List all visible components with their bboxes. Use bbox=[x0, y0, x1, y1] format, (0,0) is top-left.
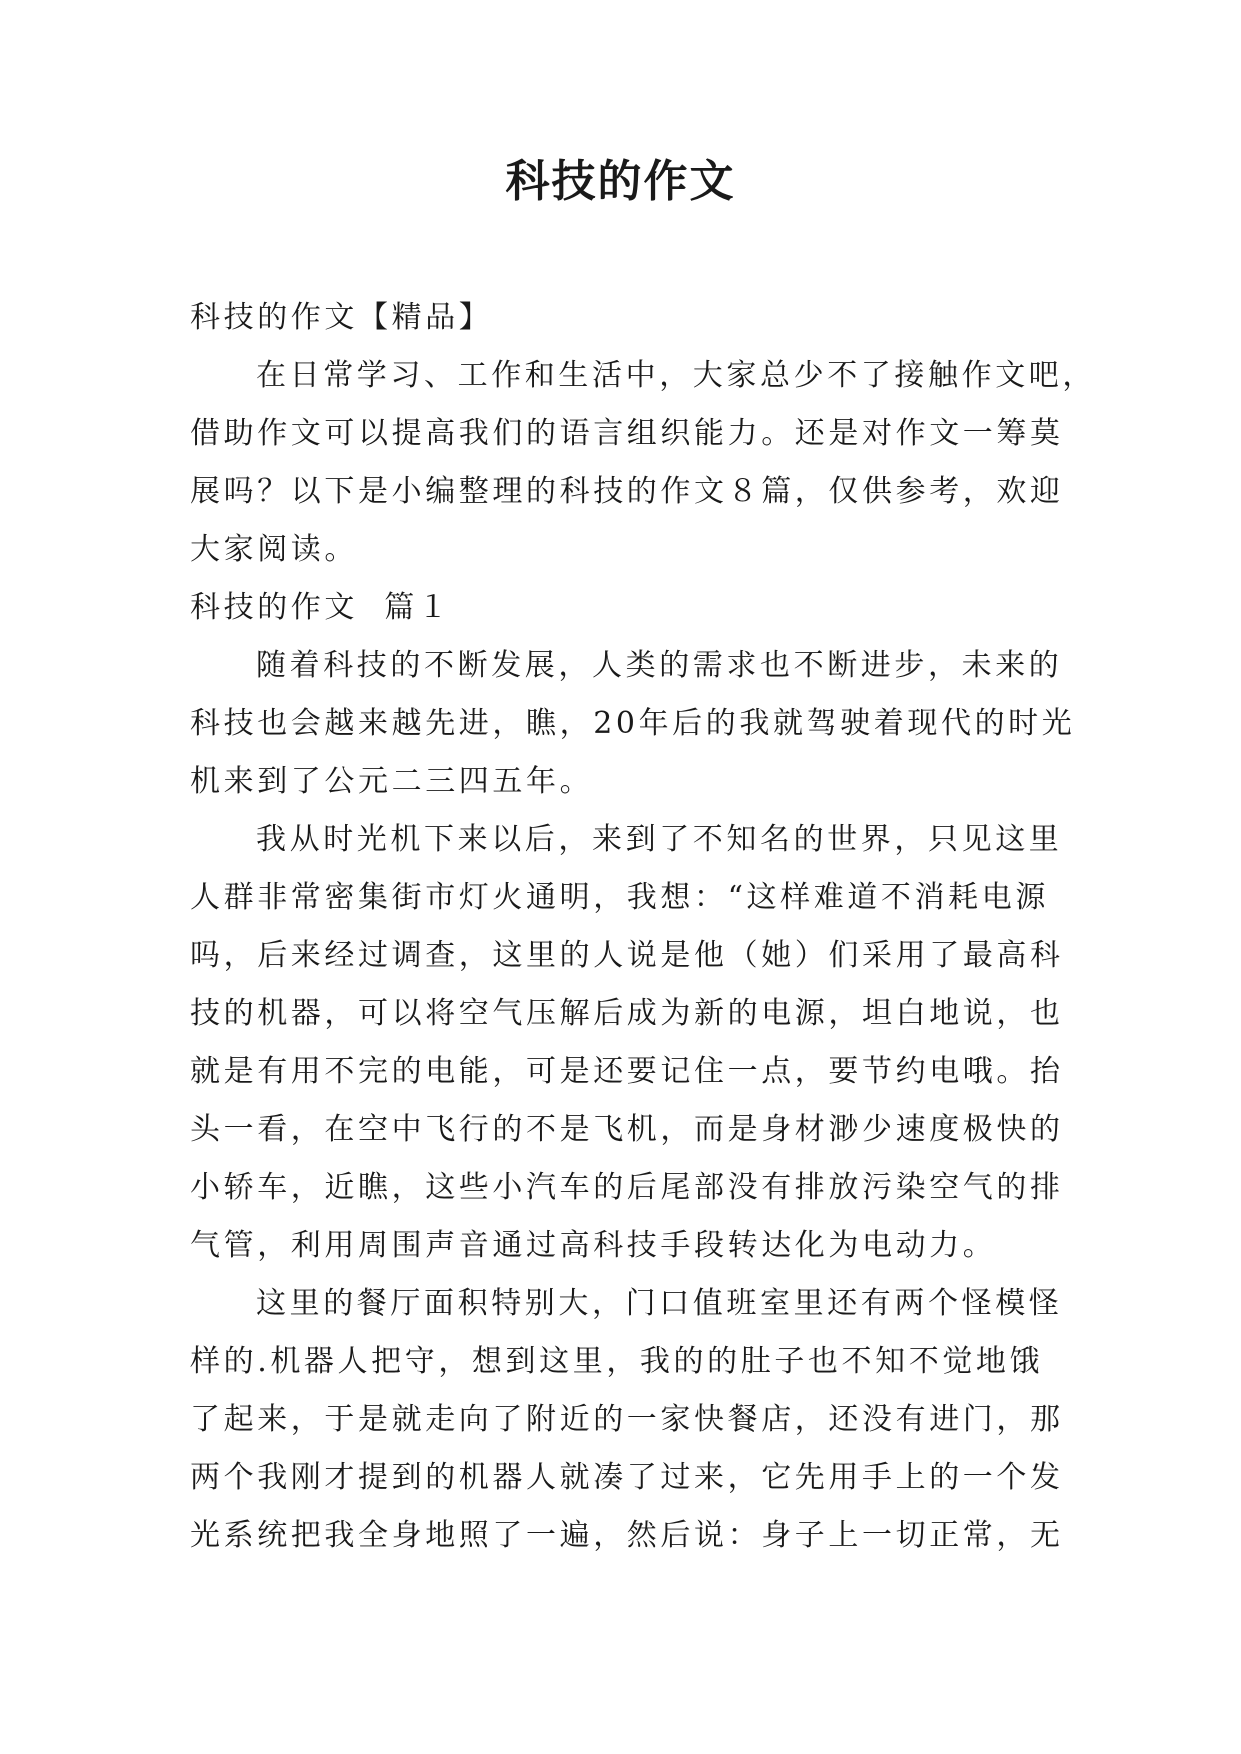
text-line: 样的.机器人把守，想到这里，我的的肚子也不知不觉地饿 bbox=[190, 1344, 1044, 1379]
document-body bbox=[190, 289, 1096, 1565]
text-line: 技的机器，可以将空气压解后成为新的电源，坦白地说，也 bbox=[190, 996, 1064, 1031]
text-line: 机来到了公元二三四五年。 bbox=[190, 764, 594, 799]
document-title: 科技的作文 bbox=[505, 156, 736, 207]
text-line: 这里的餐厅面积特别大，门口值班室里还有两个怪模怪 bbox=[256, 1286, 1063, 1321]
body-paragraph-1 bbox=[190, 637, 1076, 811]
text-line: 随着科技的不断发展，人类的需求也不断进步，未来的 bbox=[256, 648, 1063, 683]
text-line: 吗，后来经过调查，这里的人说是他（她）们采用了最高科 bbox=[190, 938, 1064, 973]
text-line: 我从时光机下来以后，来到了不知名的世界，只见这里 bbox=[256, 822, 1063, 857]
text-line: 小轿车，近瞧，这些小汽车的后尾部没有排放污染空气的排 bbox=[190, 1170, 1064, 1205]
text-line: 大家阅读。 bbox=[190, 532, 358, 567]
text-line: 人群非常密集街市灯火通明，我想：“这样难道不消耗电源 bbox=[190, 880, 1049, 915]
text-line: 在日常学习、工作和生活中，大家总少不了接触作文吧， bbox=[256, 358, 1096, 393]
text-line: 借助作文可以提高我们的语言组织能力。还是对作文一筹莫 bbox=[190, 416, 1064, 451]
body-paragraph-3 bbox=[190, 1275, 1064, 1565]
text-line: 气管，利用周围声音通过高科技手段转达化为电动力。 bbox=[190, 1228, 997, 1263]
intro-paragraph bbox=[190, 347, 1096, 579]
body-paragraph-2 bbox=[190, 811, 1064, 1275]
section-heading: 科技的作文 篇１ bbox=[190, 590, 452, 625]
text-line: 科技也会越来越先进，瞧，20年后的我就驾驶着现代的时光 bbox=[190, 706, 1076, 741]
text-line: 头一看，在空中飞行的不是飞机，而是身材渺少速度极快的 bbox=[190, 1112, 1064, 1147]
document-subtitle: 科技的作文【精品】 bbox=[190, 300, 493, 335]
text-line: 光系统把我全身地照了一遍，然后说：身子上一切正常，无 bbox=[190, 1518, 1064, 1553]
text-line: 两个我刚才提到的机器人就凑了过来，它先用手上的一个发 bbox=[190, 1460, 1064, 1495]
text-line: 就是有用不完的电能，可是还要记住一点，要节约电哦。抬 bbox=[190, 1054, 1064, 1089]
text-line: 展吗？以下是小编整理的科技的作文８篇，仅供参考，欢迎 bbox=[190, 474, 1064, 509]
text-line: 了起来，于是就走向了附近的一家快餐店，还没有进门，那 bbox=[190, 1402, 1064, 1437]
